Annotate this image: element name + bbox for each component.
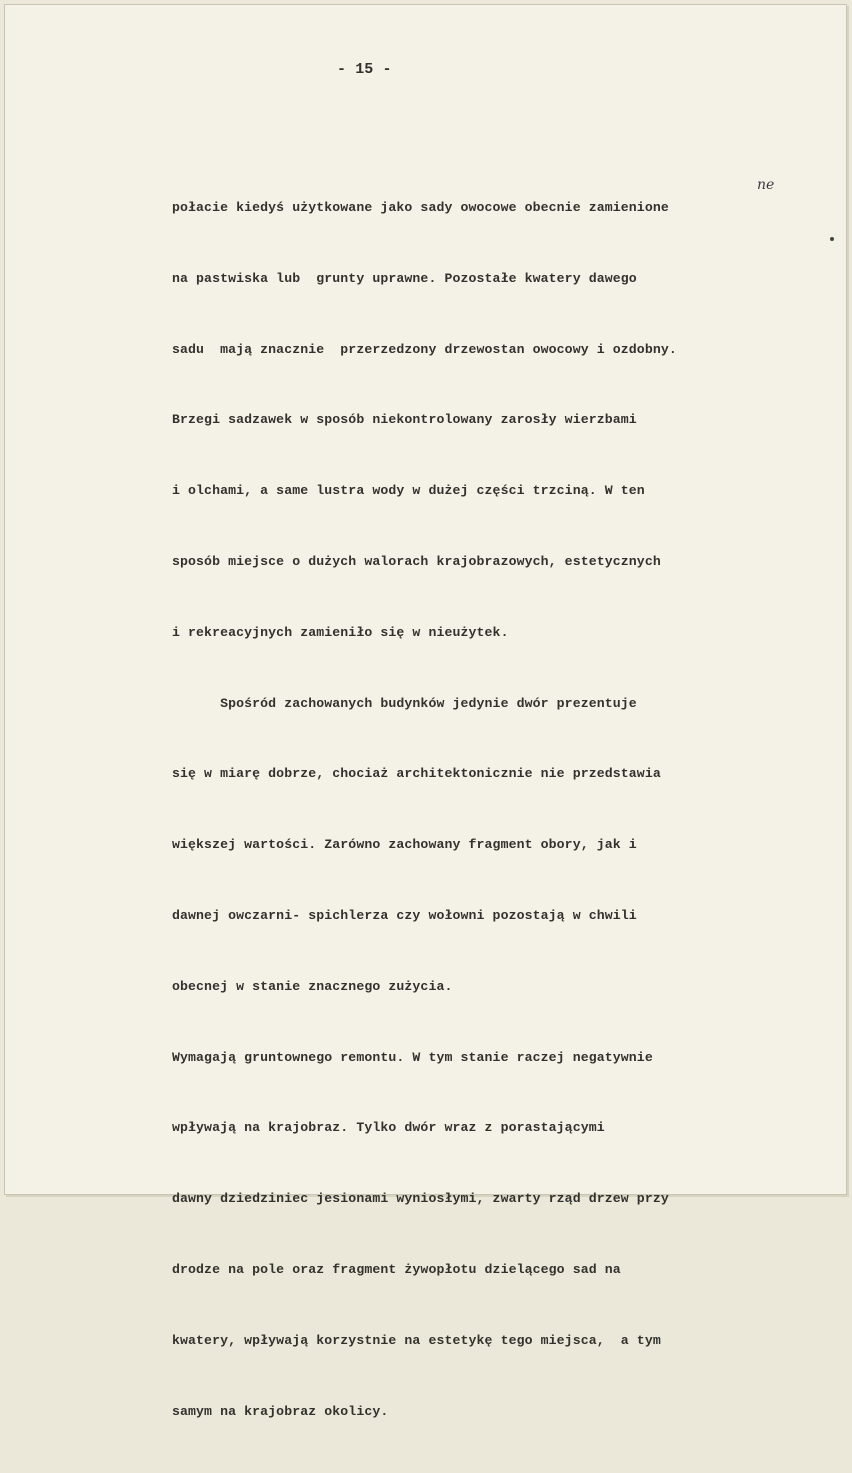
document-page xyxy=(4,4,847,1419)
text-line: sposób miejsce o dużych walorach krajobrazowych, estetycznych xyxy=(172,553,661,569)
handwritten-correction: ne xyxy=(757,177,775,193)
text-line: połacie kiedyś użytkowane jako sady owocowe obecnie zamienione xyxy=(172,200,669,215)
text-line: wpływają na krajobraz. Tylko dwór wraz z porastającymi xyxy=(172,1120,605,1136)
text-line: sadu mają znacznie przerzedzony drzewostan owocowy i ozdobny. xyxy=(172,341,677,357)
text-line: Spośród zachowanych budynków jedynie dwór prezentuje xyxy=(172,695,637,711)
text-line: i olchami, a same lustra wody w dużej części trzciną. W ten xyxy=(172,483,645,499)
text-line: Wymagają gruntownego remontu. W tym stanie raczej negatywnie xyxy=(172,1049,653,1065)
body-text xyxy=(172,163,677,1473)
text-line: dawny dziedziniec jesionami wyniosłymi, zwarty rząd drzew przy xyxy=(172,1191,669,1207)
page-number: - 15 - xyxy=(337,61,392,78)
text-line: Brzegi sadzawek w sposób niekontrolowany zarosły wierzbami xyxy=(172,412,637,428)
text-line: dawnej owczarni- spichlerza czy wołowni pozostają w chwili xyxy=(172,907,637,923)
text-line: i rekreacyjnych zamieniło się w nieużytek. xyxy=(172,624,509,640)
text-line: na pastwiska lub grunty uprawne. Pozostałe kwatery dawego xyxy=(172,270,637,286)
text-line: kwatery, wpływają korzystnie na estetykę tego miejsca, a tym xyxy=(172,1332,661,1348)
text-line: drodze na pole oraz fragment żywopłotu dzielącego sad na xyxy=(172,1261,621,1277)
text-line: obecnej w stanie znacznego zużycia. xyxy=(172,978,453,994)
ink-dot xyxy=(830,237,834,241)
text-line: samym na krajobraz okolicy. xyxy=(172,1403,389,1419)
text-line: się w miarę dobrze, chociaż architektonicznie nie przedstawia xyxy=(172,766,661,782)
text-line: większej wartości. Zarówno zachowany fragment obory, jak i xyxy=(172,837,637,853)
